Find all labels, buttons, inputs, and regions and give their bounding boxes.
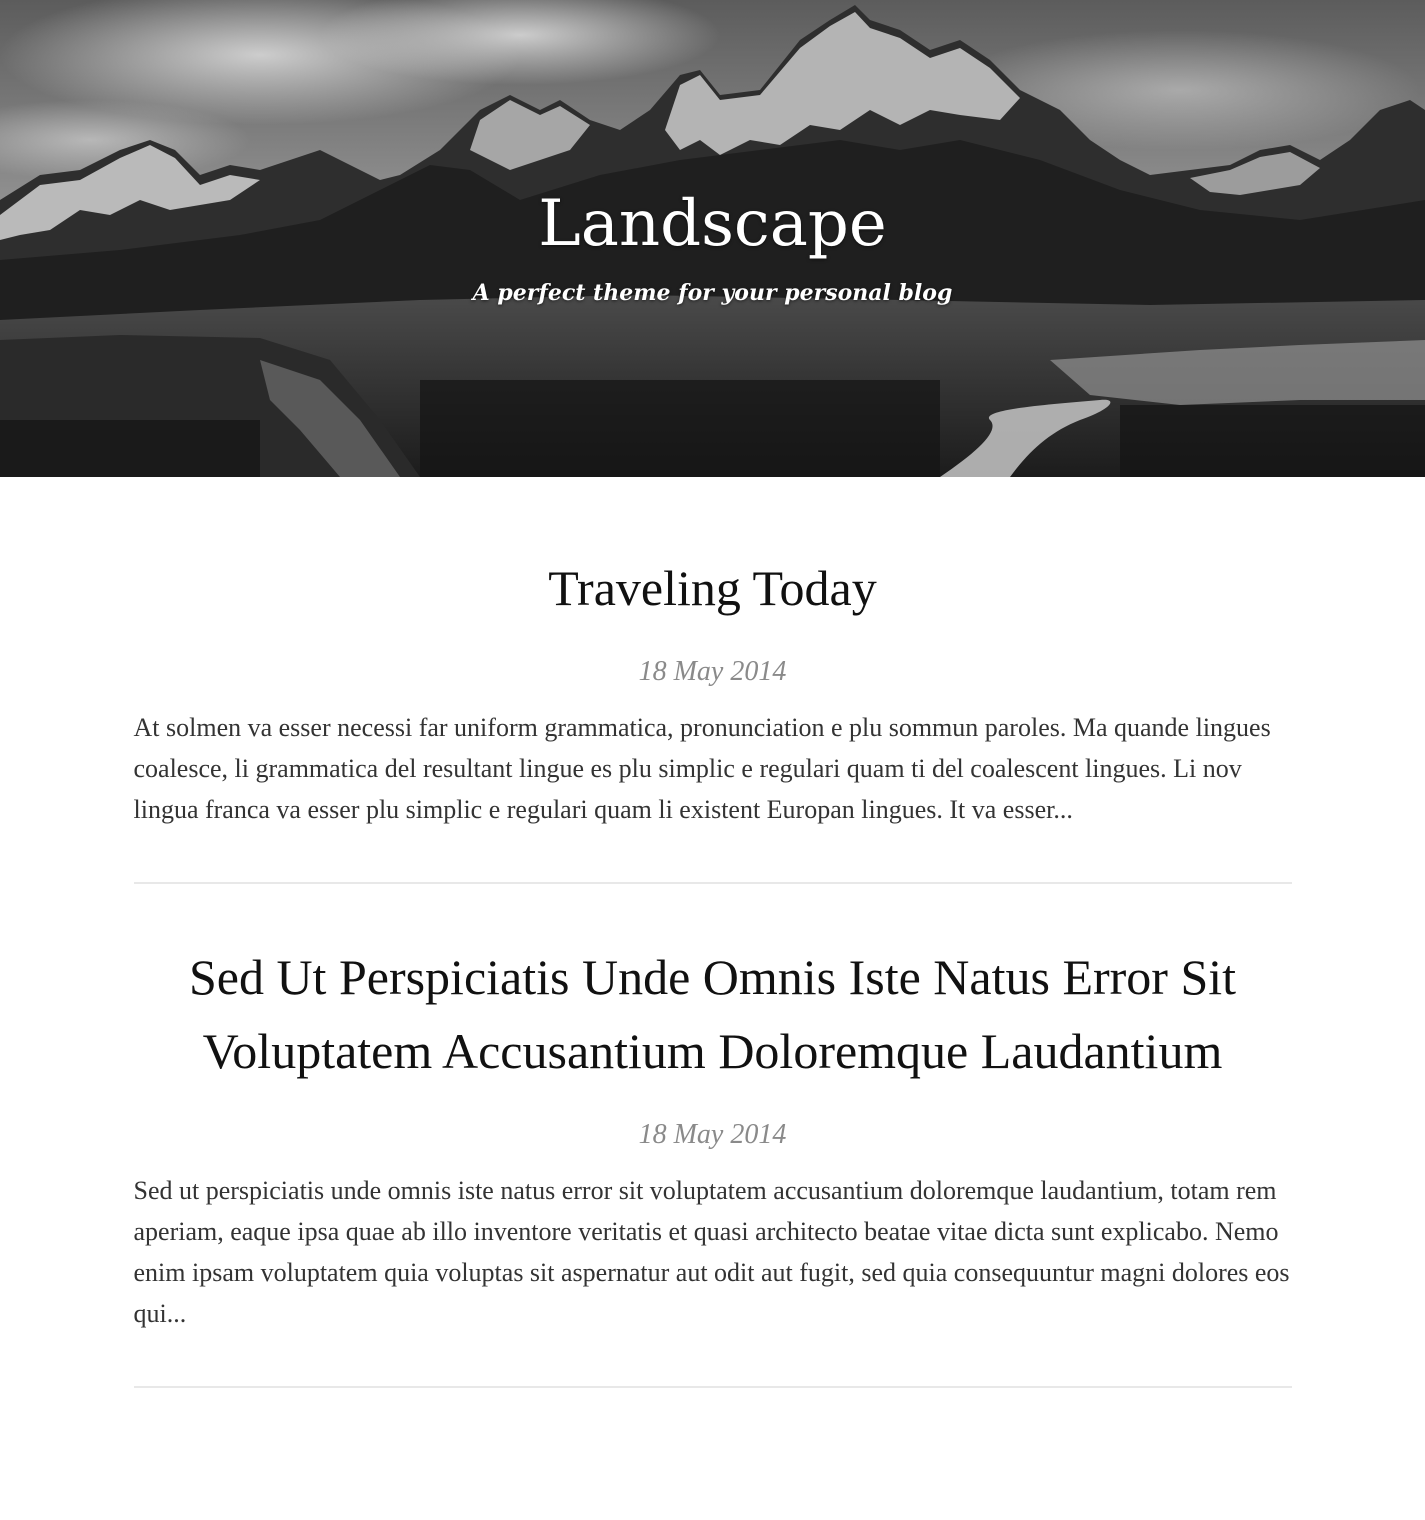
post-title-link[interactable]: Traveling Today bbox=[548, 560, 877, 616]
post-entry bbox=[134, 940, 1292, 1388]
post-date: 18 May 2014 bbox=[638, 1119, 787, 1150]
post-title-link[interactable]: Sed Ut Perspiciatis Unde Omnis Iste Natus Error Sit Voluptatem Accusantium Doloremque Laudantium bbox=[188, 949, 1237, 1079]
site-header bbox=[0, 0, 1425, 477]
site-tagline: A perfect theme for your personal blog bbox=[472, 280, 953, 306]
post-list bbox=[134, 477, 1292, 1388]
post-title bbox=[134, 940, 1292, 1088]
post-excerpt: Sed ut perspiciatis unde omnis iste natus error sit voluptatem accusantium doloremque laudantium, totam rem aperiam, eaque ipsa quae ab illo inventore veritatis et quasi architecto beatae vitae dicta sunt explicabo. Nemo enim ipsam voluptatem quia voluptas sit aspernatur aut odit aut fugit, sed quia consequuntur magni dolores eos qui... bbox=[133, 1176, 1290, 1328]
site-title-link[interactable]: Landscape bbox=[538, 187, 887, 261]
post-entry bbox=[134, 551, 1292, 884]
post-title bbox=[134, 551, 1292, 625]
site-branding bbox=[0, 180, 1425, 308]
post-date: 18 May 2014 bbox=[638, 656, 787, 687]
post-excerpt: At solmen va esser necessi far uniform grammatica, pronunciation e plu sommun paroles. Ma quande lingues coalesce, li grammatica del resultant lingue es plu simplic e regulari quam ti del coalescent lingues. Li nov lingua franca va esser plu simplic e regulari quam li existent Europan lingues. It va esser... bbox=[133, 713, 1271, 824]
